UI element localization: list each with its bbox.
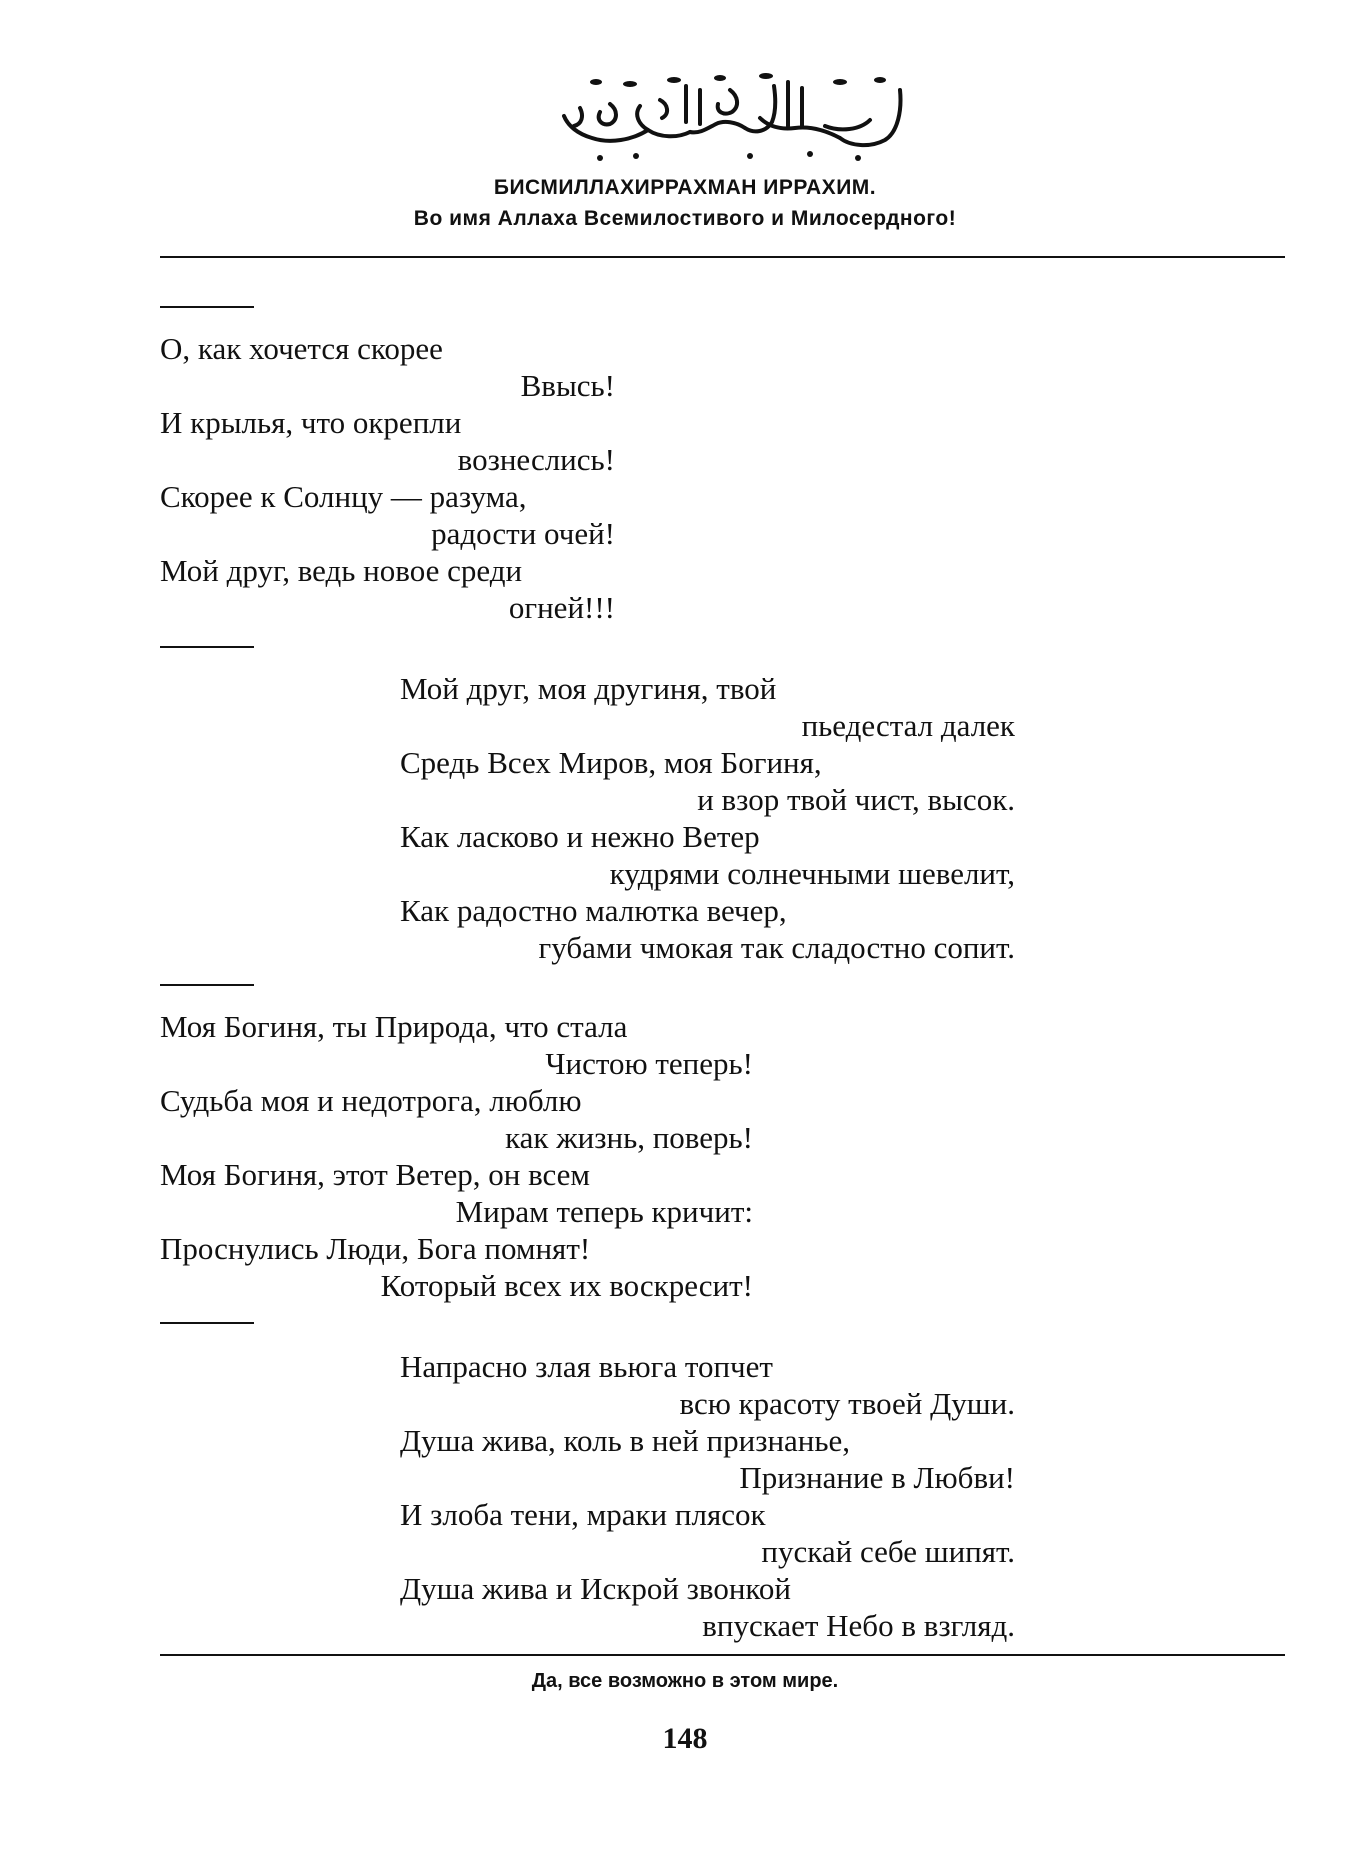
poem-line: Скорее к Солнцу — разума,	[160, 479, 527, 514]
footer-note: Да, все возможно в этом мире.	[531, 1670, 839, 1692]
page-number: 148	[662, 1722, 708, 1755]
poem-line: вознеслись!	[457, 442, 615, 477]
poem-line: Чистою теперь!	[545, 1046, 753, 1081]
poem-line: Признание в Любви!	[739, 1460, 1015, 1495]
poem-line: Проснулись Люди, Бога помнят!	[160, 1231, 591, 1266]
stanza-separator	[160, 984, 254, 986]
poem-line: губами чмокая так сладостно сопит.	[538, 930, 1015, 965]
poem-line: Средь Всех Миров, моя Богиня,	[400, 745, 822, 780]
header-title: БИСМИЛЛАХИРРАХМАН ИРРАХИМ.	[493, 176, 877, 199]
poem-line: О, как хочется скорее	[160, 331, 443, 366]
poem-line: Как ласково и нежно Ветер	[400, 819, 760, 854]
poem-line: как жизнь, поверь!	[505, 1120, 753, 1155]
poem-line: И крылья, что окрепли	[160, 405, 462, 440]
poem-line: всю красоту твоей Души.	[679, 1386, 1015, 1421]
stanza-4	[400, 1348, 1015, 1644]
poem-line: Который всех их воскресит!	[380, 1268, 753, 1303]
poem-line: Душа жива и Искрой звонкой	[400, 1571, 791, 1606]
header-subtitle: Во имя Аллаха Всемилостивого и Милосердного!	[413, 207, 957, 230]
poem-line: Напрасно злая вьюга топчет	[400, 1349, 773, 1384]
poem-line: Моя Богиня, ты Природа, что стала	[160, 1009, 628, 1044]
poem-line: Душа жива, коль в ней признанье,	[400, 1423, 851, 1458]
poem-line: Судьба моя и недотрога, люблю	[160, 1083, 582, 1118]
stanza-1	[160, 330, 615, 626]
poem-line: пускай себе шипят.	[761, 1534, 1015, 1569]
poem-line: Ввысь!	[520, 368, 615, 403]
poem-line: впускает Небо в взгляд.	[702, 1608, 1015, 1643]
stanza-2	[400, 670, 1015, 966]
poem-line: Как радостно малютка вечер,	[400, 893, 787, 928]
stanza-separator	[160, 306, 254, 308]
bismillah-calligraphy	[540, 60, 920, 170]
poem-line: И злоба тени, мраки плясок	[400, 1497, 766, 1532]
poem-line: кудрями солнечными шевелит,	[609, 856, 1015, 891]
stanza-separator	[160, 646, 254, 648]
poem-line: Моя Богиня, этот Ветер, он всем	[160, 1157, 591, 1192]
poem-line: радости очей!	[431, 516, 615, 551]
footer-divider	[160, 1654, 1285, 1656]
stanza-separator	[160, 1322, 254, 1324]
header-divider	[160, 256, 1285, 258]
poem-line: и взор твой чист, высок.	[697, 782, 1015, 817]
poem-line: Мирам теперь кричит:	[455, 1194, 753, 1229]
poem-line: Мой друг, моя другиня, твой	[400, 671, 777, 706]
poem-line: огней!!!	[508, 590, 615, 625]
poem-line: Мой друг, ведь новое среди	[160, 553, 523, 588]
poem-line: пьедестал далек	[801, 708, 1015, 743]
stanza-3	[160, 1008, 753, 1304]
